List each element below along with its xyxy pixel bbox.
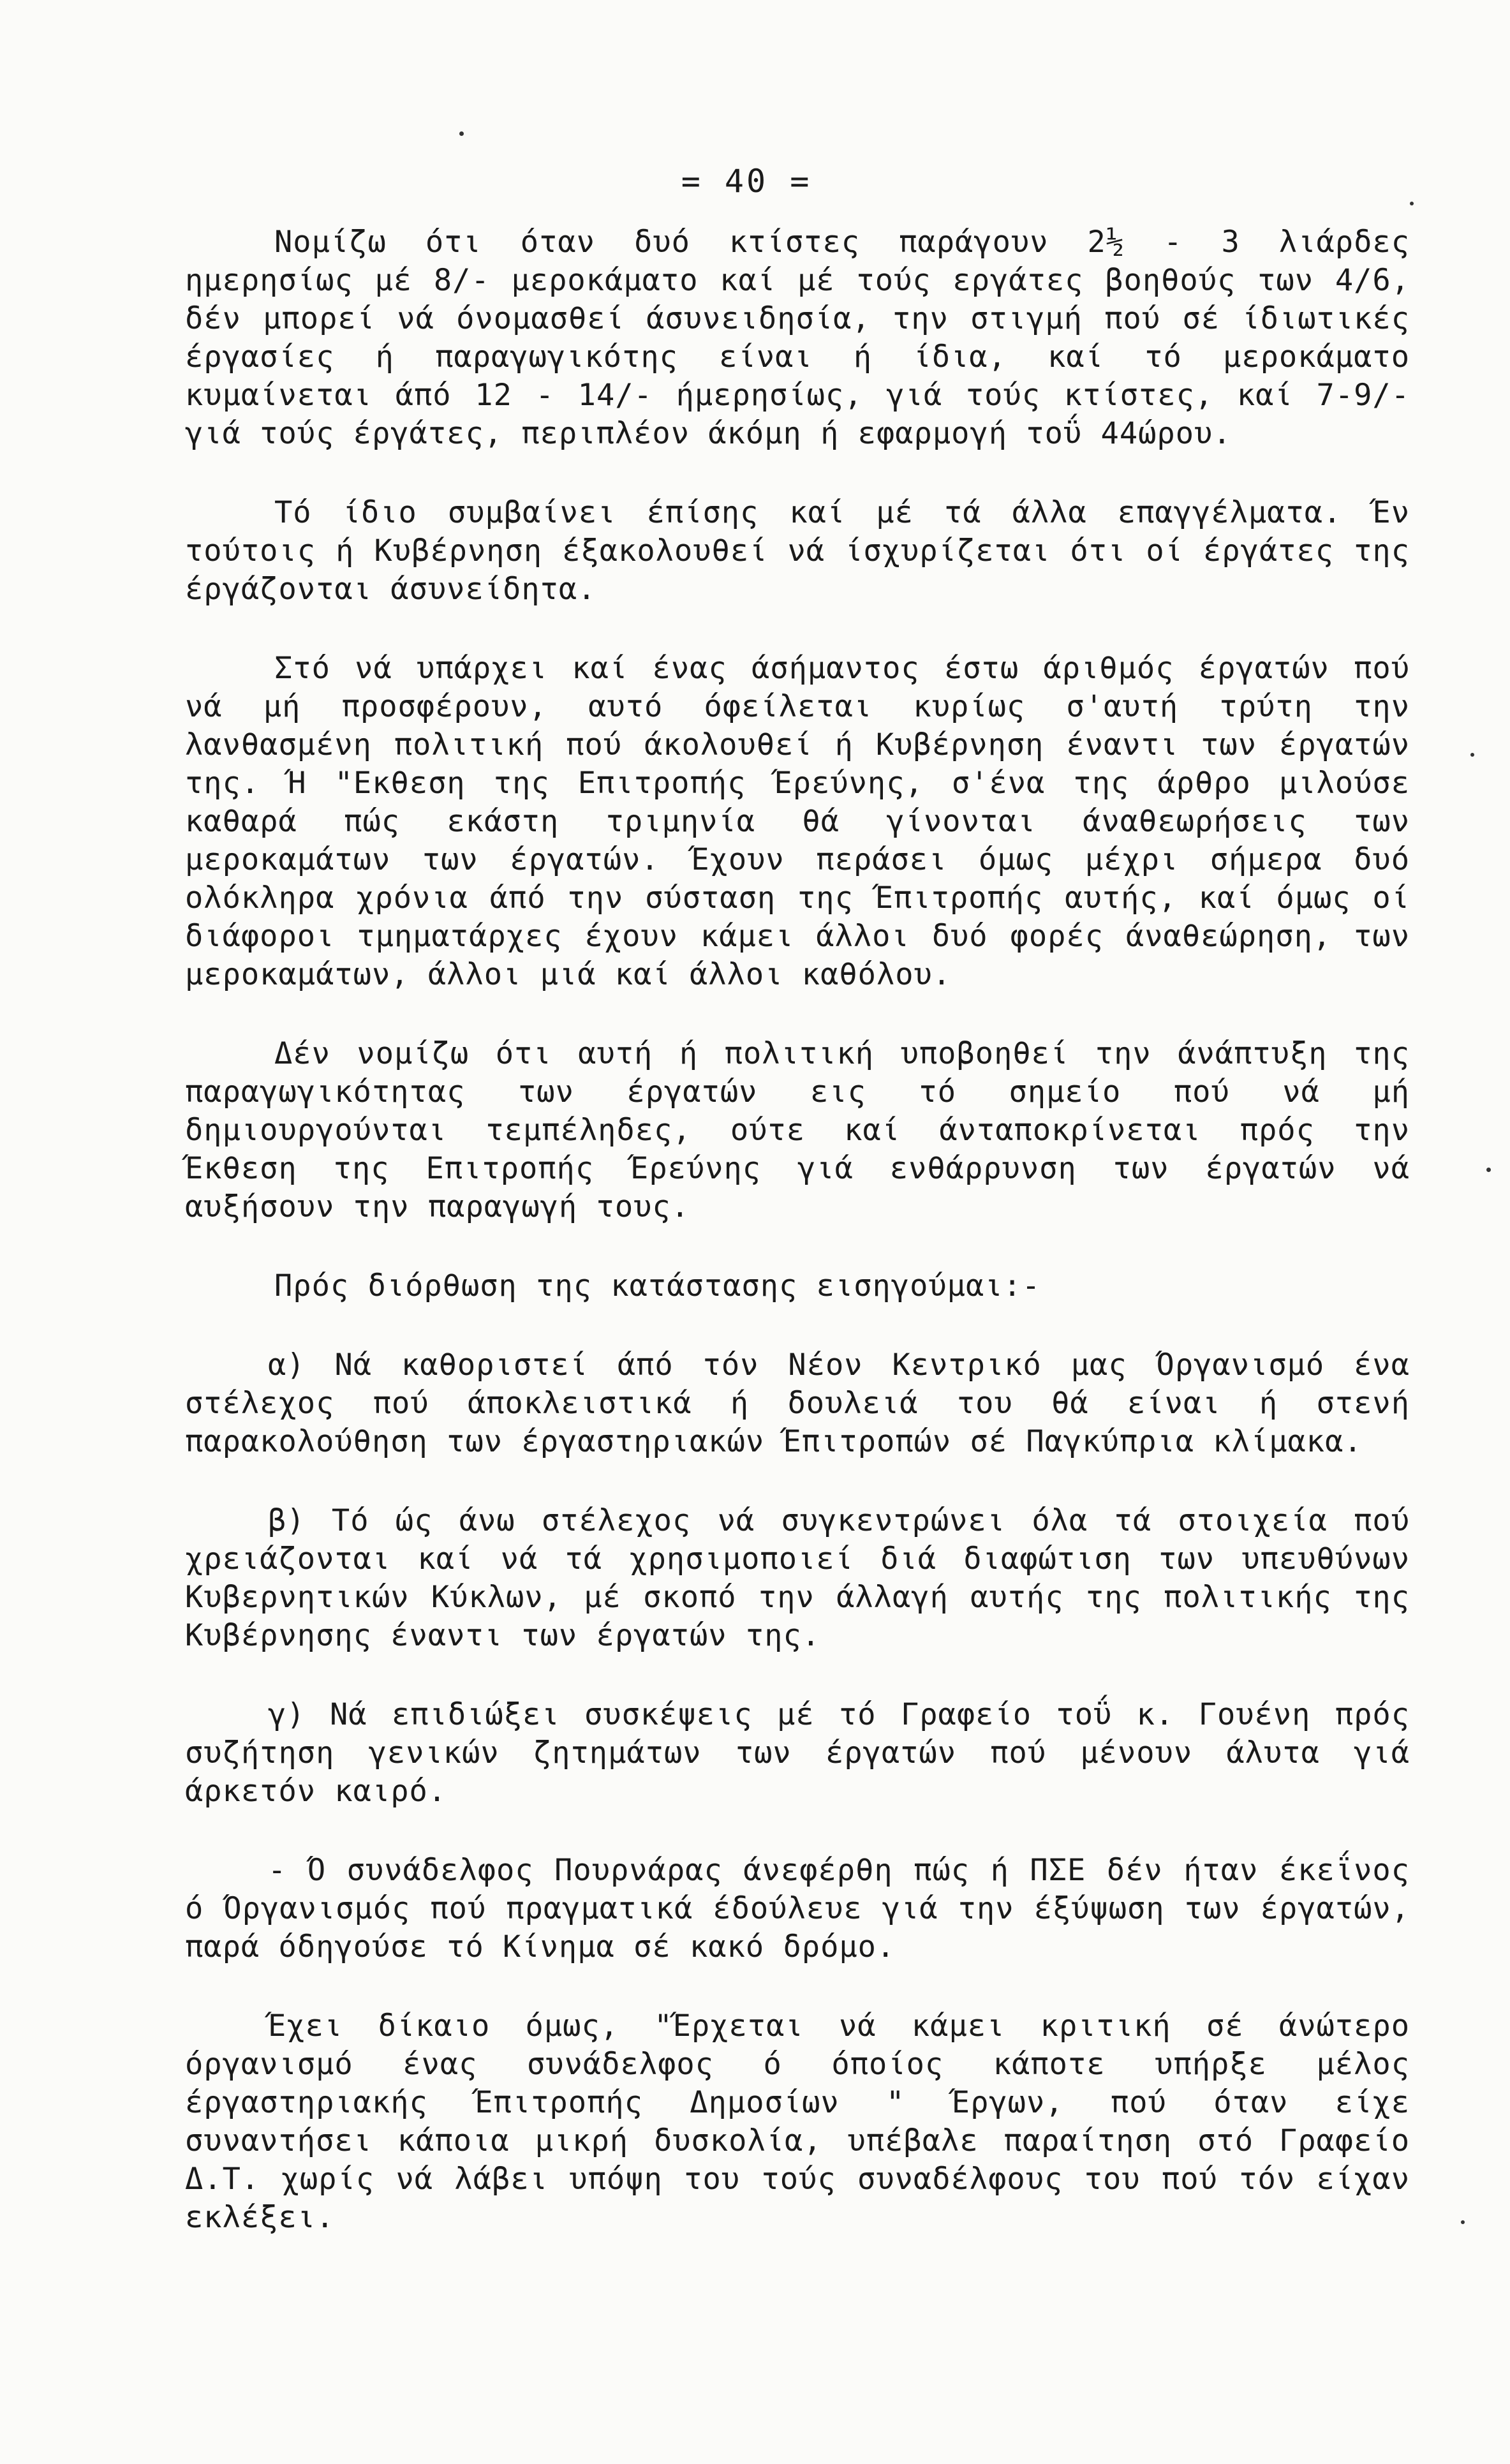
paragraph-policy-effect: Δέν νομίζω ότι αυτή ή πολιτική υποβοηθεί την άνάπτυξη της παραγωγικότητας των έργατών εις τό σημείο πού νά μή δημιουργούνται τεμπέληδες, ούτε καί άνταποκρίνεται πρός την Έκθεση της Επιτροπής Έρεύνης γιά ενθάρρυνση των έργατών νά αυξήσουν την παραγωγή τους.	[185, 1036, 1410, 1224]
proposal-item-b: β) Τό ώς άνω στέλεχος νά συγκεντρώνει όλα τά στοιχεία πού χρειάζονται καί νά τά χρησιμοποιεί διά διαφώτιση των υπευθύνων Κυβερνητικών Κύκλων, μέ σκοπό την άλλαγή αυτής της πολιτικής της Κυβέρνησης έναντι των έργατών της.	[185, 1503, 1410, 1653]
page-number: = 40 =	[681, 163, 812, 200]
paragraph-other-trades: Τό ίδιο συμβαίνει έπίσης καί μέ τά άλλα επαγγέλματα. Έν τούτοις ή Κυβέρνηση έξακολουθεί νά ίσχυρίζεται ότι οί έργάτες της έργάζονται άσυνείδητα.	[185, 495, 1410, 607]
paragraph-criticism: Έχει δίκαιο όμως, "Έρχεται νά κάμει κριτική σέ άνώτερο όργανισμό ένας συνάδελφος ό όποίος κάποτε υπήρξε μέλος έργαστηριακής Έπιτροπής Δημοσίων " Έργων, πού όταν είχε συναντήσει κάποια μικρή δυσκολία, υπέβαλε παραίτηση στό Γραφείο Δ.Τ. χωρίς νά λάβει υπόψη του τούς συναδέλφους του πού τόν είχαν εκλέξει.	[185, 2008, 1410, 2235]
document-body	[185, 223, 1410, 2237]
scan-speck	[1410, 202, 1414, 205]
paragraph-pournaras: - Ό συνάδελφος Πουρνάρας άνεφέρθη πώς ή ΠΣΕ δέν ήταν έκεΐνος ό Όργανισμός πού πραγματικά έδούλευε γιά την έξύψωση των έργατών, παρά όδηγούσε τό Κίνημα σέ κακό δρόμο.	[185, 1853, 1410, 1964]
paragraph-productivity: Νομίζω ότι όταν δυό κτίστες παράγουν 2½ - 3 λιάρδες ημερησίως μέ 8/- μεροκάματο καί μέ τούς εργάτες βοηθούς των 4/6, δέν μπορεί νά όνομασθεί άσυνειδησία, την στιγμή πού σέ ίδιωτικές έργασίες ή παραγωγικότης είναι ή ίδια, καί τό μεροκάματο κυμαίνεται άπό 12 - 14/- ήμερησίως, γιά τούς κτίστες, καί 7-9/- γιά τούς έργάτες, περιπλέον άκόμη ή εφαρμογή τοΰ 44ώρου.	[185, 225, 1410, 451]
scan-speck	[1470, 753, 1474, 757]
proposal-item-a: α) Νά καθοριστεί άπό τόν Νέον Κεντρικό μας Όργανισμό ένα στέλεχος πού άποκλειστικά ή δουλειά του θά είναι ή στενή παρακολούθηση των έργαστηριακών Έπιτροπών σέ Παγκύπρια κλίμακα.	[185, 1347, 1410, 1459]
scan-speck	[459, 131, 464, 136]
proposal-item-c: γ) Νά επιδιώξει συσκέψεις μέ τό Γραφείο τοΰ κ. Γουένη πρός συζήτηση γενικών ζητημάτων των έργατών πού μένουν άλυτα γιά άρκετόν καιρό.	[185, 1697, 1410, 1809]
scan-speck	[1486, 1168, 1491, 1172]
paragraph-proposals-intro: Πρός διόρθωση της κατάστασης εισηγούμαι:-	[274, 1268, 1041, 1303]
paragraph-government-policy: Στό νά υπάρχει καί ένας άσήμαντος έστω άριθμός έργατών πού νά μή προσφέρουν, αυτό όφείλεται κυρίως σ'αυτή τρύτη την λανθασμένη πολιτική πού άκολουθεί ή Κυβέρνηση έναντι των έργατών της. Ή "Εκθεση της Επιτροπής Έρεύνης, σ'ένα της άρθρο μιλούσε καθαρά πώς εκάστη τριμηνία θά γίνονται άναθεωρήσεις των μεροκαμάτων των έργατών. Έχουν περάσει όμως μέχρι σήμερα δυό ολόκληρα χρόνια άπό την σύσταση της Έπιτροπής αυτής, καί όμως οί διάφοροι τμηματάρχες έχουν κάμει άλλοι δυό φορές άναθεώρηση, των μεροκαμάτων, άλλοι μιά καί άλλοι καθόλου.	[185, 651, 1410, 992]
scan-speck	[1461, 2220, 1465, 2224]
